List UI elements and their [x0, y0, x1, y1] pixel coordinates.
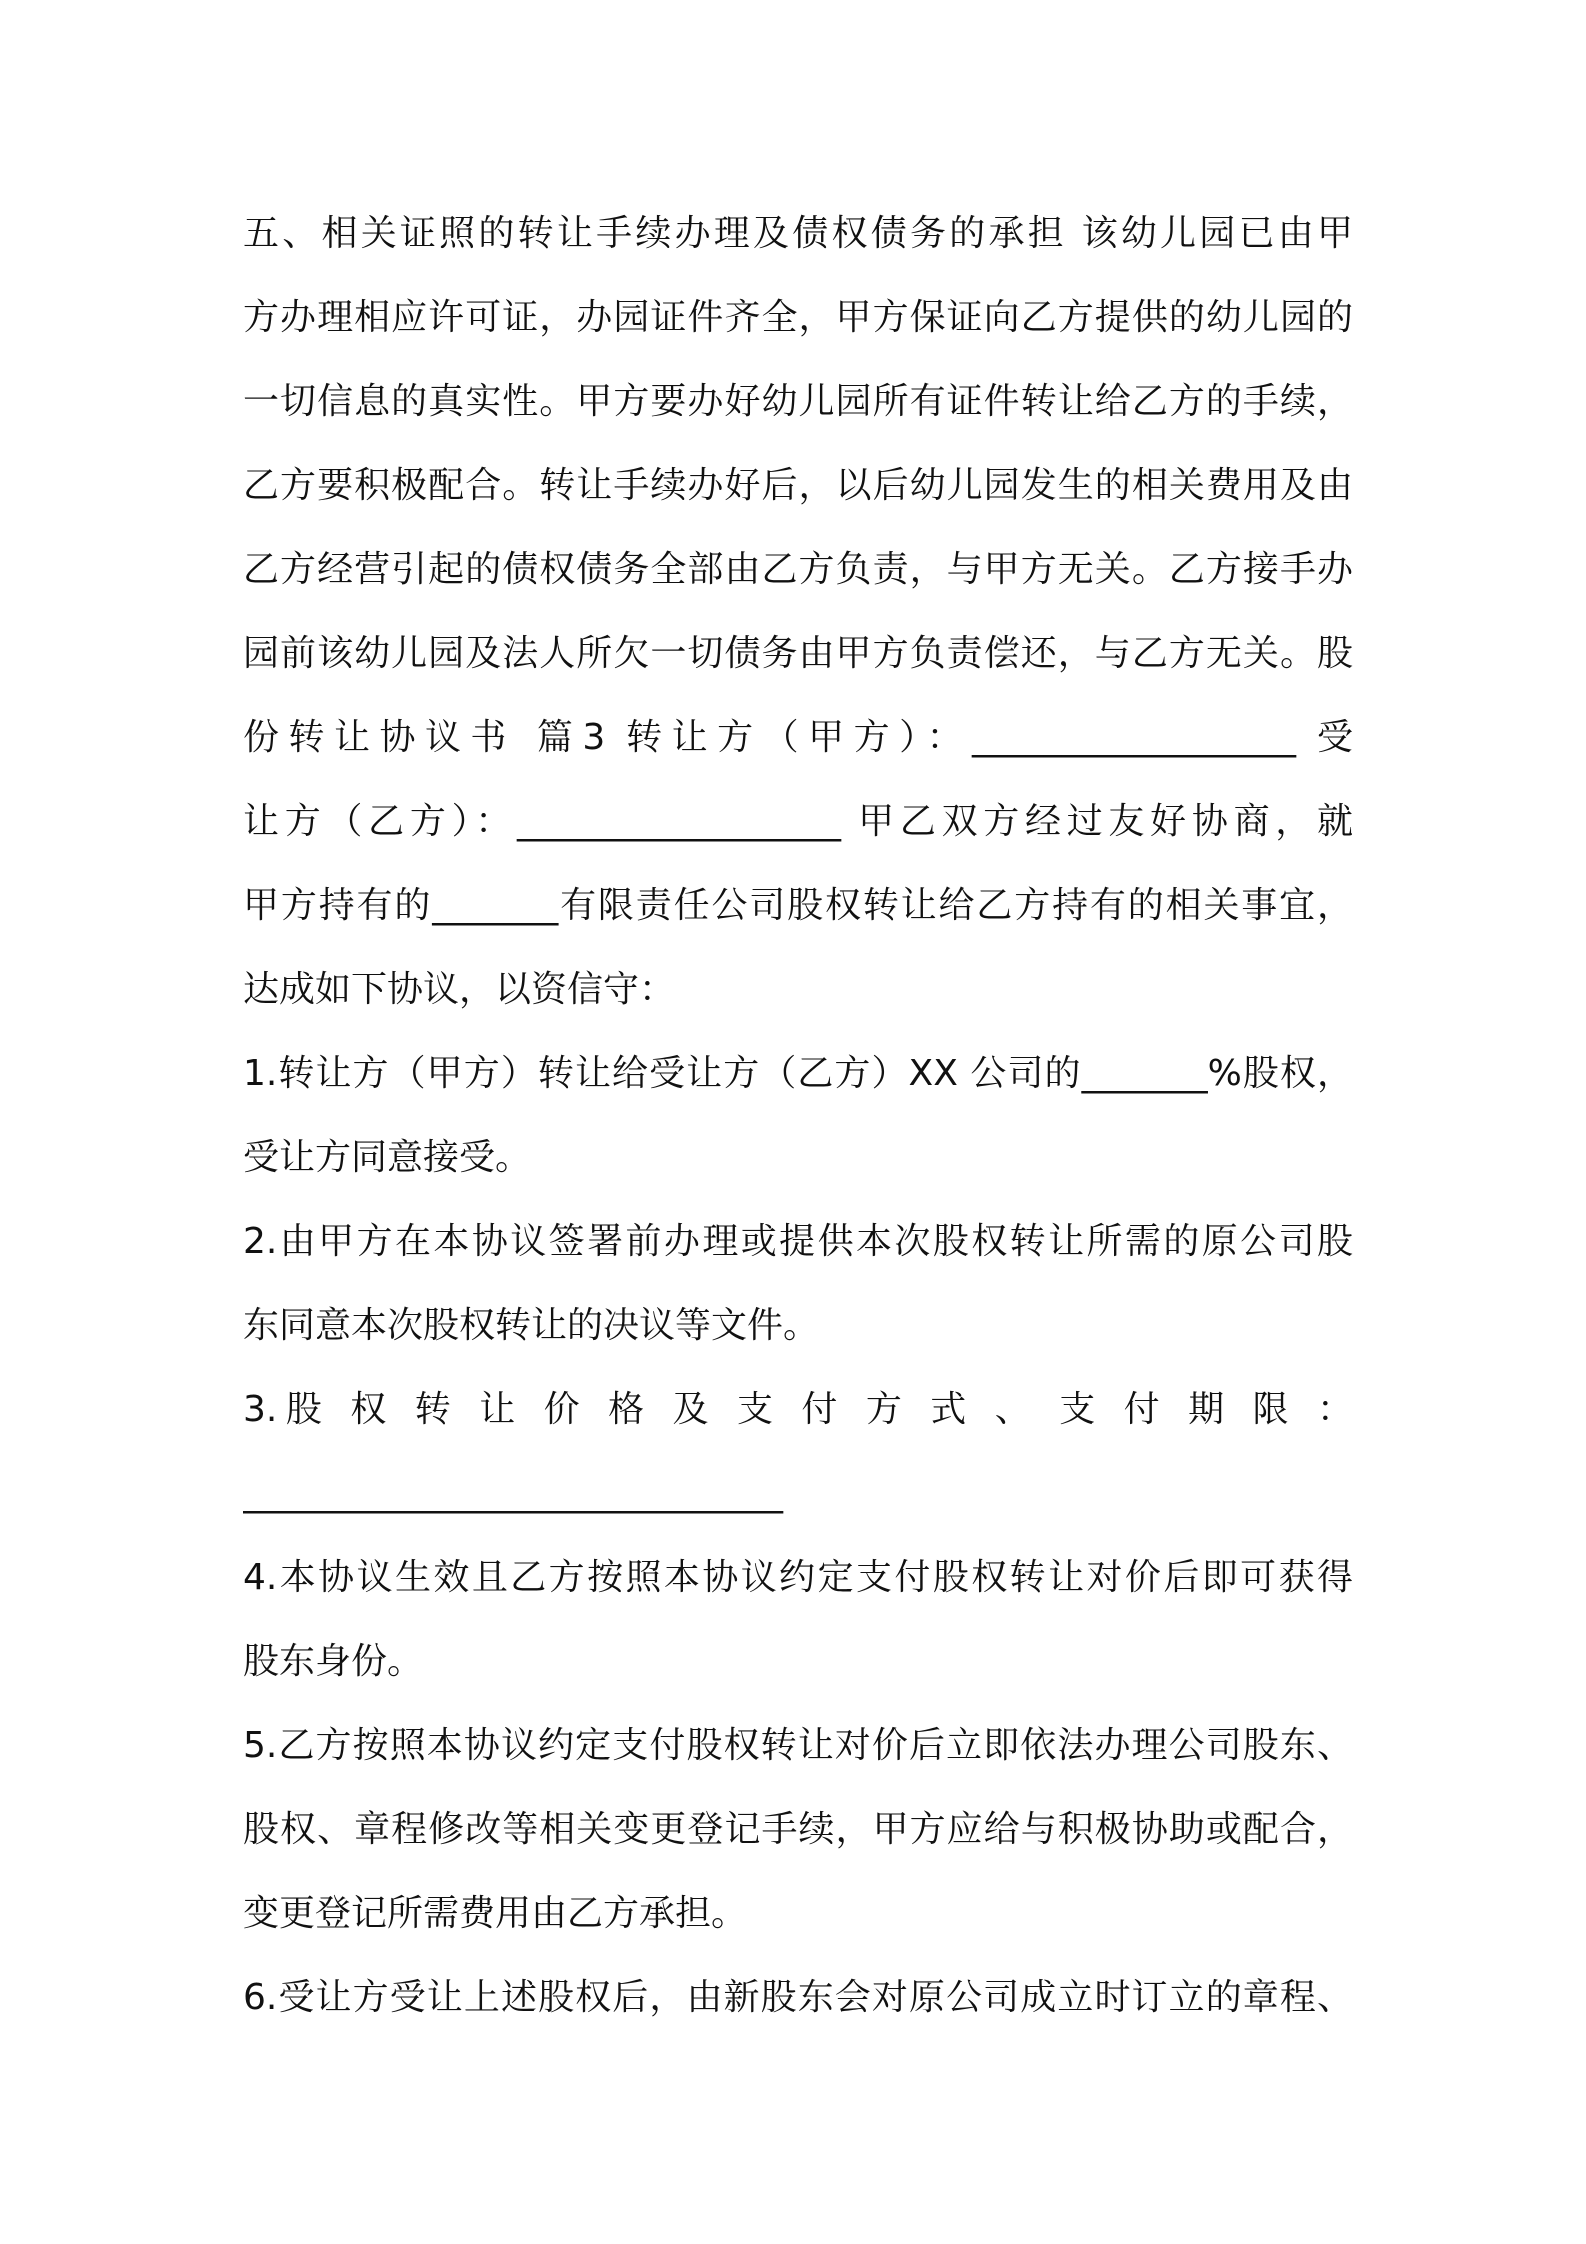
paragraph-line: 五、相关证照的转让手续办理及债权债务的承担 该幼儿园已由甲 — [243, 213, 1353, 254]
clause-5-line: 5.乙方按照本协议约定支付股权转让对价后立即依法办理公司股东、 — [243, 1725, 1353, 1766]
clause-4-line: 4.本协议生效且乙方按照本协议约定支付股权转让对价后即可获得 — [243, 1557, 1353, 1598]
clause-1-line: 1.转让方（甲方）转让给受让方（乙方）XX 公司的_______%股权， — [243, 1053, 1353, 1094]
paragraph-line: 甲方持有的_______有限责任公司股权转让给乙方持有的相关事宜， — [243, 885, 1353, 926]
paragraph-line: 园前该幼儿园及法人所欠一切债务由甲方负责偿还，与乙方无关。股 — [243, 633, 1353, 674]
clause-5-line: 变更登记所需费用由乙方承担。 — [243, 1893, 748, 1934]
paragraph-line: 乙方经营引起的债权债务全部由乙方负责，与甲方无关。乙方接手办 — [243, 549, 1353, 590]
clause-5-line: 股权、章程修改等相关变更登记手续，甲方应给与积极协助或配合， — [243, 1809, 1353, 1850]
clause-3-line: 3.股 权 转 让 价 格 及 支 付 方 式 、 支 付 期 限 ： — [243, 1389, 1353, 1430]
paragraph-line: 方办理相应许可证，办园证件齐全，甲方保证向乙方提供的幼儿园的 — [243, 297, 1353, 338]
clause-1-line: 受让方同意接受。 — [243, 1137, 532, 1178]
clause-2-line: 东同意本次股权转让的决议等文件。 — [243, 1305, 820, 1346]
clause-4-line: 股东身份。 — [243, 1641, 424, 1682]
clause-3-blank: ______________________________ — [243, 1473, 783, 1514]
clause-6-line: 6.受让方受让上述股权后，由新股东会对原公司成立时订立的章程、 — [243, 1977, 1353, 2018]
clause-2-line: 2.由甲方在本协议签署前办理或提供本次股权转让所需的原公司股 — [243, 1221, 1353, 1262]
paragraph-line: 一切信息的真实性。甲方要办好幼儿园所有证件转让给乙方的手续， — [243, 381, 1353, 422]
document-body — [243, 192, 1353, 2040]
paragraph-line: 乙方要积极配合。转让手续办好后，以后幼儿园发生的相关费用及由 — [243, 465, 1353, 506]
paragraph-line: 让方（乙方）：__________________ 甲乙双方经过友好协商，就 — [243, 801, 1353, 842]
paragraph-line: 达成如下协议，以资信守： — [243, 969, 676, 1010]
paragraph-line: 份转让协议书 篇3 转让方（甲方）：__________________ 受 — [243, 717, 1353, 758]
